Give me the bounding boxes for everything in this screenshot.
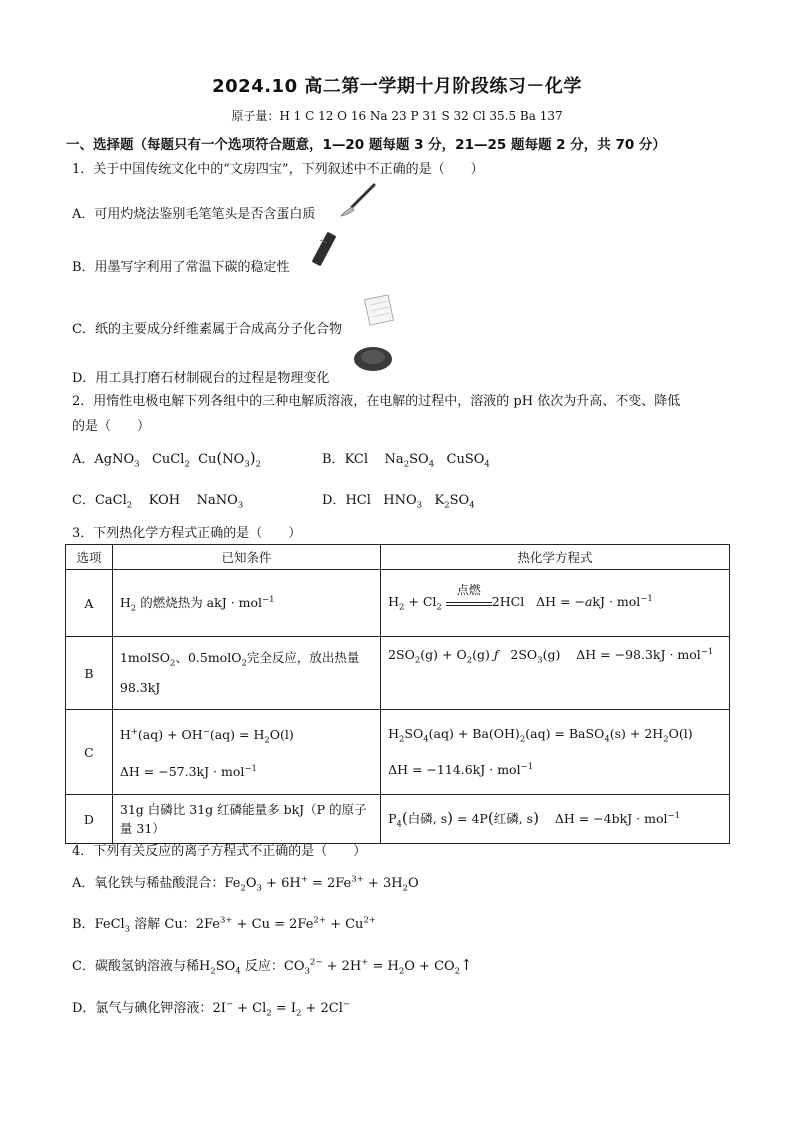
q3-condition-a-text: 的燃烧热为 akJ · mol (140, 594, 263, 610)
q3-condition-b-part2: 、0.5molO (175, 650, 242, 666)
q1-option-d: D．用工具打磨石材制砚台的过程是物理变化 (72, 371, 330, 386)
q3-header-equation: 热化学方程式 (381, 545, 730, 570)
q1-stem: 1．关于中国传统文化中的“文房四宝”，下列叙述中不正确的是（ ） (72, 162, 484, 177)
q3-letter-d: D (66, 795, 113, 844)
q3-equation-b: $2SO_2(g) + O_2(g)$ ƒ $2SO_3(g)$ ΔH = −98.3kJ · mol$^{-1}$ (381, 637, 730, 710)
q3-row-d (66, 795, 730, 844)
q2-option-a-label: A． (72, 452, 95, 467)
q1-option-c: C．纸的主要成分纤维素属于合成高分子化合物 (72, 322, 342, 337)
q4-option-b-mid: 溶解 Cu： (134, 917, 196, 932)
q3-row-c (66, 710, 730, 795)
q3-equation-a-arrow (446, 582, 492, 606)
q3-equation-c: $H_2SO_4(aq) + Ba(OH)_2(aq)$ = BaSO$_4$(s) + $2H_2O(l)$ ΔH = −114.6kJ · mol$^{-1}$ (381, 710, 730, 795)
q2-option-c: C．CaCl$_2$ KOH NaNO$_3$ (72, 493, 244, 511)
q4-option-c-mid: 反应： (244, 959, 284, 974)
q3-row-b (66, 637, 730, 710)
q3-letter-a: A (66, 570, 113, 637)
section-heading: 一、选择题（每题只有一个选项符合题意，1—20 题每题 3 分，21—25 题每题 2 分，共 70 分） (66, 137, 666, 153)
page-title: 2024.10 高二第一学期十月阶段练习－化学 (212, 76, 582, 97)
q1-option-a: A．可用灼烧法鉴别毛笔笔头是否含蛋白质 (72, 207, 316, 222)
q1-option-b: B．用墨写字利用了常温下碳的稳定性 (72, 260, 290, 275)
ink-stick-icon (311, 230, 339, 268)
atomic-masses: 原子量：H 1 C 12 O 16 Na 23 P 31 S 32 Cl 35.5 Ba 137 (231, 109, 563, 123)
q2-stem-line1: 2．用惰性电极电解下列各组中的三种电解质溶液，在电解的过程中，溶液的 pH 依次为升高、不变、降低 (72, 394, 681, 409)
q4-option-d-text: D．氯气与碘化钾溶液： (72, 1001, 213, 1016)
q3-stem: 3．下列热化学方程式正确的是（ ） (72, 526, 302, 541)
q4-option-a-text: A．氧化铁与稀盐酸混合： (72, 876, 225, 891)
q3-equation-d-white: 白磷 (407, 810, 433, 826)
q3-row-a (66, 570, 730, 637)
q3-condition-a: $H_2$ 的燃烧热为 akJ · mol$^{-1}$ (112, 570, 380, 637)
brush-icon (338, 182, 378, 218)
q2-option-d: D．HCl $HNO_3$ $K_2SO_4$ (322, 493, 475, 511)
q3-letter-b: B (66, 637, 113, 710)
q3-header-option: 选项 (66, 545, 113, 570)
q4-option-b-text: B． (72, 917, 95, 932)
q3-header-condition: 已知条件 (112, 545, 380, 570)
q2-option-d-label: D． (322, 493, 346, 508)
inkstone-icon (352, 344, 394, 374)
q2-option-b-label: B． (322, 452, 345, 467)
q3-letter-c: C (66, 710, 113, 795)
q3-condition-d: 31g 白磷比 31g 红磷能量多 bkJ（P 的原子量 31） (112, 795, 380, 844)
q2-option-b: B．KCl $Na_2SO_4$ CuSO$_4$ (322, 452, 490, 470)
q2-option-c-label: C． (72, 493, 95, 508)
q3-condition-b: 1molSO$_2$、0.5molO$_2$完全反应，放出热量 98.3kJ (112, 637, 380, 710)
q4-option-a: A．氧化铁与稀盐酸混合：$Fe_2O_3 + 6H^+ = 2Fe^{3+} + 3H_2O$ (72, 874, 419, 894)
q3-equation-d-red: 红磷 (493, 810, 519, 826)
q4-option-c: C．碳酸氢钠溶液与稀$H_2SO_4$ 反应：$CO_3^{2-} + 2H^+ = H_2O$ + $CO_2↑$ (72, 956, 473, 977)
q3-condition-b-part1: 1molSO (119, 650, 171, 666)
q2-stem-line2: 的是（ ） (72, 419, 151, 434)
q4-option-c-text: C．碳酸氢钠溶液与稀 (72, 959, 199, 974)
q3-table-header (66, 545, 730, 570)
q3-equation-a: $H_2 + Cl_2$ 点燃 2HCl ΔH = −akJ · mol$^{-1}$ (381, 570, 730, 637)
q3-condition-b-part3: 完全反应，放出热量 98.3kJ (119, 650, 360, 695)
q3-table (65, 544, 730, 844)
q4-option-b: B．FeCl$_3$ 溶解 Cu：$2Fe^{3+} + Cu = 2Fe^{2+} + Cu^{2+}$ (72, 915, 376, 935)
q4-stem: 4．下列有关反应的离子方程式不正确的是（ ） (72, 844, 367, 859)
q3-condition-c: $H^+(aq) + OH^-(aq) = H_2O(l)$ ΔH = −57.3kJ · mol$^{-1}$ (112, 710, 380, 795)
paper-icon (360, 291, 400, 331)
q3-equation-a-condition: 点燃 (456, 582, 481, 597)
q4-option-d: D．氯气与碘化钾溶液：$2I^- + Cl_2 = I_2 + 2Cl^-$ (72, 999, 351, 1019)
q3-equation-d: $P_4$(白磷, s) = 4P(红磷, s) ΔH = −4bkJ · mol$^{-1}$ (381, 795, 730, 844)
q2-option-a: A．AgNO$_3$ CuCl$_2$ $Cu(NO_3)_2$ (72, 449, 262, 470)
